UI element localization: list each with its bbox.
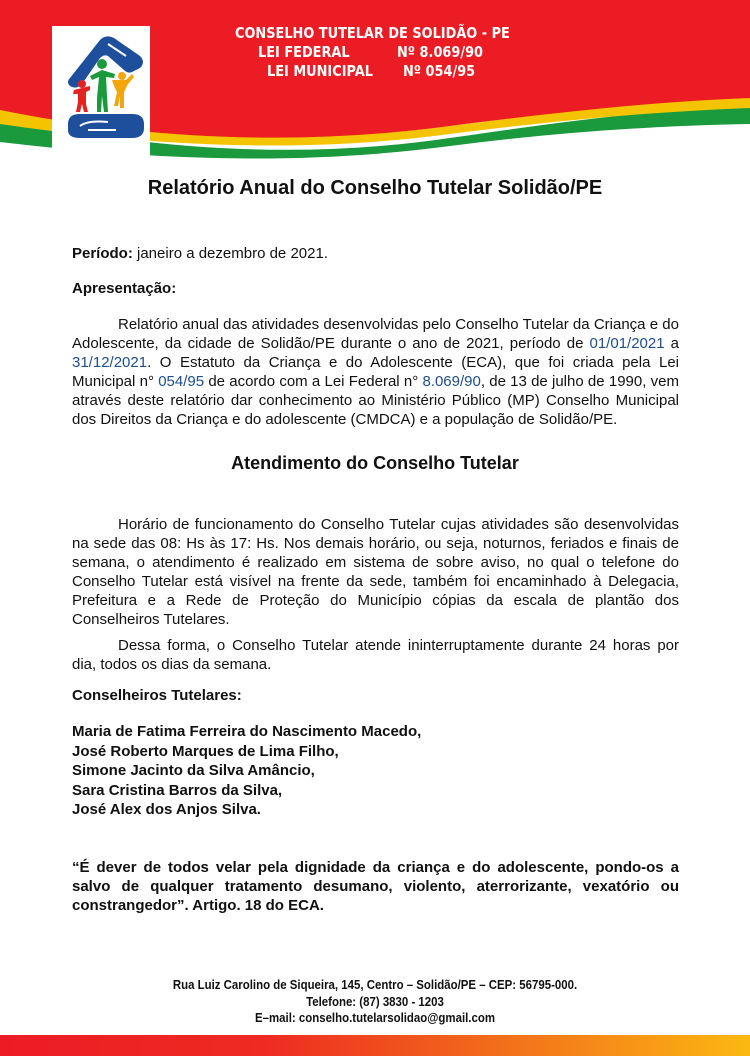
municipal-law-label: LEI MUNICIPAL xyxy=(267,62,373,80)
section-heading: Atendimento do Conselho Tutelar xyxy=(231,453,519,473)
logo xyxy=(52,26,150,158)
letterhead-banner xyxy=(0,0,750,160)
federal-law-label: LEI FEDERAL xyxy=(258,43,350,61)
service-paragraph-2: Dessa forma, o Conselho Tutelar atende ininterruptamente durante 24 horas por dia, todos os dias da semana. xyxy=(72,637,679,673)
presentation-text: Relatório anual das atividades desenvolvidas pelo Conselho Tutelar da Criança e do Adolescente, da cidade de Solidão/PE durante o ano de 2021, período de xyxy=(72,316,679,352)
presentation-heading: Apresentação: xyxy=(72,280,177,297)
document-title: Relatório Anual do Conselho Tutelar Solidão/PE xyxy=(147,177,603,199)
municipal-law-number: Nº 054/95 xyxy=(403,62,476,80)
presentation-paragraph xyxy=(72,315,679,429)
federal-law-number: Nº 8.069/90 xyxy=(397,43,484,61)
org-name: CONSELHO TUTELAR DE SOLIDÃO - PE xyxy=(235,24,510,42)
presentation-text: , de 13 de julho de 1990, vem através deste relatório dar conhecimento ao Ministério Público (MP) Conselho Municipal dos Direitos da Criança e do adolescente (CMDCA) e a população de Solidão/PE. xyxy=(72,373,679,428)
footer-email: E–mail: conselho.tutelarsolidao@gmail.com xyxy=(254,1010,496,1025)
footer-color-bar xyxy=(0,1035,750,1056)
counselor-name: José Alex dos Anjos Silva. xyxy=(72,801,261,818)
service-paragraph-1: Horário de funcionamento do Conselho Tutelar cujas atividades são desenvolvidas na sede das 08: Hs às 17: Hs. Nos demais horário, ou seja, noturnos, feriados e finais de semana, o atendimento é realizado em sistema de sobre aviso, no qual o telefone do Conselho Tutelar está visível na frente da sede, também foi encaminhado à Delegacia, Prefeitura e a Rede de Proteção do Município cópias da escala de plantão dos Conselheiros Tutelares. xyxy=(72,516,679,628)
date-start: 01/01/2021 xyxy=(589,335,665,352)
footer-address: Rua Luiz Carolino de Siqueira, 145, Centro – Solidão/PE – CEP: 56795-000. xyxy=(172,977,578,992)
counselor-name: Maria de Fatima Ferreira do Nascimento Macedo, xyxy=(72,723,422,740)
federal-law-ref: 8.069/90 xyxy=(422,373,481,390)
counselor-name: Sara Cristina Barros da Silva, xyxy=(72,781,283,799)
presentation-text: de acordo com a Lei Federal n° xyxy=(204,373,423,390)
counselor-name: José Roberto Marques de Lima Filho, xyxy=(72,742,339,760)
date-end: 31/12/2021 xyxy=(72,354,148,371)
footer-phone: Telefone: (87) 3830 - 1203 xyxy=(306,993,444,1009)
period-line xyxy=(72,244,679,263)
eca-quote: “É dever de todos velar pela dignidade da criança e do adolescente, pondo-os a salvo de qualquer tratamento desumano, violento, aterrorizante, vexatório ou constrangedor”. Artigo. 18 do ECA. xyxy=(72,859,679,914)
footer-contact xyxy=(0,977,750,1027)
period-value: janeiro a dezembro de 2021. xyxy=(132,245,328,262)
counselors-heading: Conselheiros Tutelares: xyxy=(72,687,242,704)
family-under-hands-logo-icon xyxy=(52,26,150,158)
municipal-law-ref: 054/95 xyxy=(158,373,205,390)
presentation-text: a xyxy=(664,335,680,352)
counselor-name: Simone Jacinto da Silva Amâncio, xyxy=(72,762,315,779)
presentation-text: . O Estatuto da Criança e do Adolescente (ECA), que foi criada pela Lei Municipal n° xyxy=(72,354,679,390)
period-label: Período: xyxy=(72,245,133,262)
counselors-list xyxy=(72,722,421,820)
